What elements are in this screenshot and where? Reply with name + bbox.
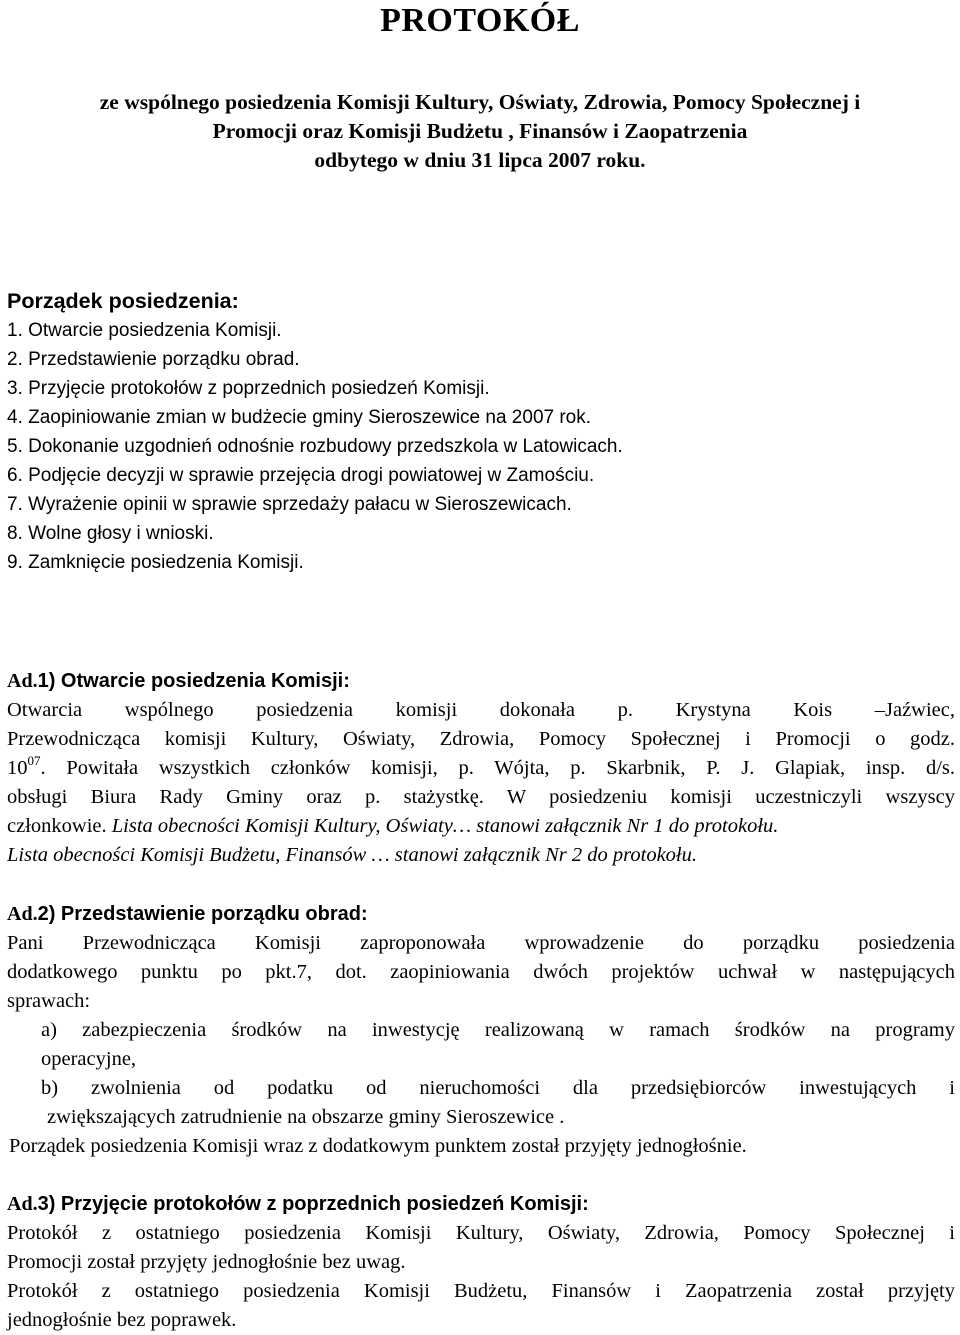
attendance-note: Lista obecności Komisji Budżetu, Finansów … stanowi załącznik Nr 2 do protokołu. [7, 844, 697, 866]
time-minutes: 07 [27, 753, 41, 768]
agenda-item: 9. Zamknięcie posiedzenia Komisji. [7, 552, 304, 573]
agenda-item: 7. Wyrażenie opinii w sprawie sprzedaży pałacu w Sieroszewicach. [7, 494, 572, 515]
agenda-item: 8. Wolne głosy i wnioski. [7, 523, 214, 544]
section-ad3 [7, 1190, 955, 1335]
section-heading [7, 900, 955, 929]
agenda-item: 3. Przyjęcie protokołów z poprzednich posiedzeń Komisji. [7, 378, 490, 399]
agenda [7, 287, 947, 577]
section-ad2 [7, 900, 955, 1161]
proposal-list [7, 1016, 955, 1132]
list-item-continuation: operacyjne, [41, 1048, 137, 1070]
paragraph-line: Porządek posiedzenia Komisji wraz z dodatkowym punktem został przyjęty jednogłośnie. [9, 1135, 747, 1157]
paragraph-line: Promocji został przyjęty jednogłośnie bez uwag. [7, 1251, 406, 1273]
agenda-item: 4. Zaopiniowanie zmian w budżecie gminy Sieroszewice na 2007 rok. [7, 407, 592, 428]
agenda-item: 6. Podjęcie decyzji w sprawie przejęcia drogi powiatowej w Zamościu. [7, 465, 595, 486]
subtitle-line: Promocji oraz Komisji Budżetu , Finansów i Zaopatrzenia [212, 119, 748, 143]
agenda-heading: Porządek posiedzenia: [7, 289, 239, 313]
subtitle-line: odbytego w dniu 31 lipca 2007 roku. [314, 148, 646, 172]
list-item-continuation: zwiększających zatrudnienie na obszarze gminy Sieroszewice . [47, 1106, 565, 1128]
paragraph-line [7, 812, 955, 841]
subtitle-line: ze wspólnego posiedzenia Komisji Kultury, Oświaty, Zdrowia, Pomocy Społecznej i [99, 90, 861, 114]
section-prefix: Ad. [7, 670, 38, 692]
paragraph-line: obsługi Biura Rady Gminy oraz p. stażystkę. W posiedzeniu komisji uczestniczyli wszyscy [7, 786, 955, 808]
paragraph-line: Protokół z ostatniego posiedzenia Komisji Budżetu, Finansów i Zaopatrzenia został przyjęty [7, 1280, 955, 1302]
paragraph-line: Pani Przewodnicząca Komisji zaproponowała wprowadzenie do porządku posiedzenia [7, 932, 955, 954]
paragraph-line: sprawach: [7, 990, 91, 1012]
list-item: a) zabezpieczenia środków na inwestycję realizowaną w ramach środków na programy [41, 1019, 955, 1041]
agenda-item: 1. Otwarcie posiedzenia Komisji. [7, 320, 282, 341]
document-title: PROTOKÓŁ [380, 2, 580, 39]
section-title: 2) Przedstawienie porządku obrad: [37, 903, 368, 925]
document-subtitle [60, 88, 900, 175]
paragraph-line: Przewodnicząca komisji Kultury, Oświaty, Zdrowia, Pomocy Społecznej i Promocji o godz. [7, 728, 955, 750]
attendance-note: Lista obecności Komisji Kultury, Oświaty… stanowi załącznik Nr 1 do protokołu. [111, 815, 779, 837]
paragraph-line: Protokół z ostatniego posiedzenia Komisji Kultury, Oświaty, Zdrowia, Pomocy Społecznej i [7, 1222, 955, 1244]
paragraph-line [7, 754, 955, 783]
paragraph-text: . Powitała wszystkich członków komisji, p. Wójta, p. Skarbnik, P. J. Glapiak, insp. d/s. [40, 757, 955, 779]
paragraph-line: jednogłośnie bez poprawek. [7, 1309, 237, 1331]
section-heading [7, 1190, 955, 1219]
section-heading [7, 667, 955, 696]
section-title: 1) Otwarcie posiedzenia Komisji: [37, 670, 350, 692]
agenda-item: 5. Dokonanie uzgodnień odnośnie rozbudowy przedszkola w Latowicach. [7, 436, 623, 457]
paragraph-line: Otwarcia wspólnego posiedzenia komisji dokonała p. Krystyna Kois –Jaźwiec, [7, 699, 955, 721]
section-title: 3) Przyjęcie protokołów z poprzednich posiedzeń Komisji: [37, 1193, 589, 1215]
paragraph-line: dodatkowego punktu po pkt.7, dot. zaopiniowania dwóch projektów uchwał w następujących [7, 961, 955, 983]
paragraph-text: członkowie. [7, 815, 112, 837]
list-item: b) zwolnienia od podatku od nieruchomości dla przedsiębiorców inwestujących i [41, 1077, 955, 1099]
agenda-item: 2. Przedstawienie porządku obrad. [7, 349, 300, 370]
time-hour: 10 [7, 757, 28, 779]
section-ad1 [7, 667, 955, 870]
section-prefix: Ad. [7, 903, 38, 925]
section-prefix: Ad. [7, 1193, 38, 1215]
